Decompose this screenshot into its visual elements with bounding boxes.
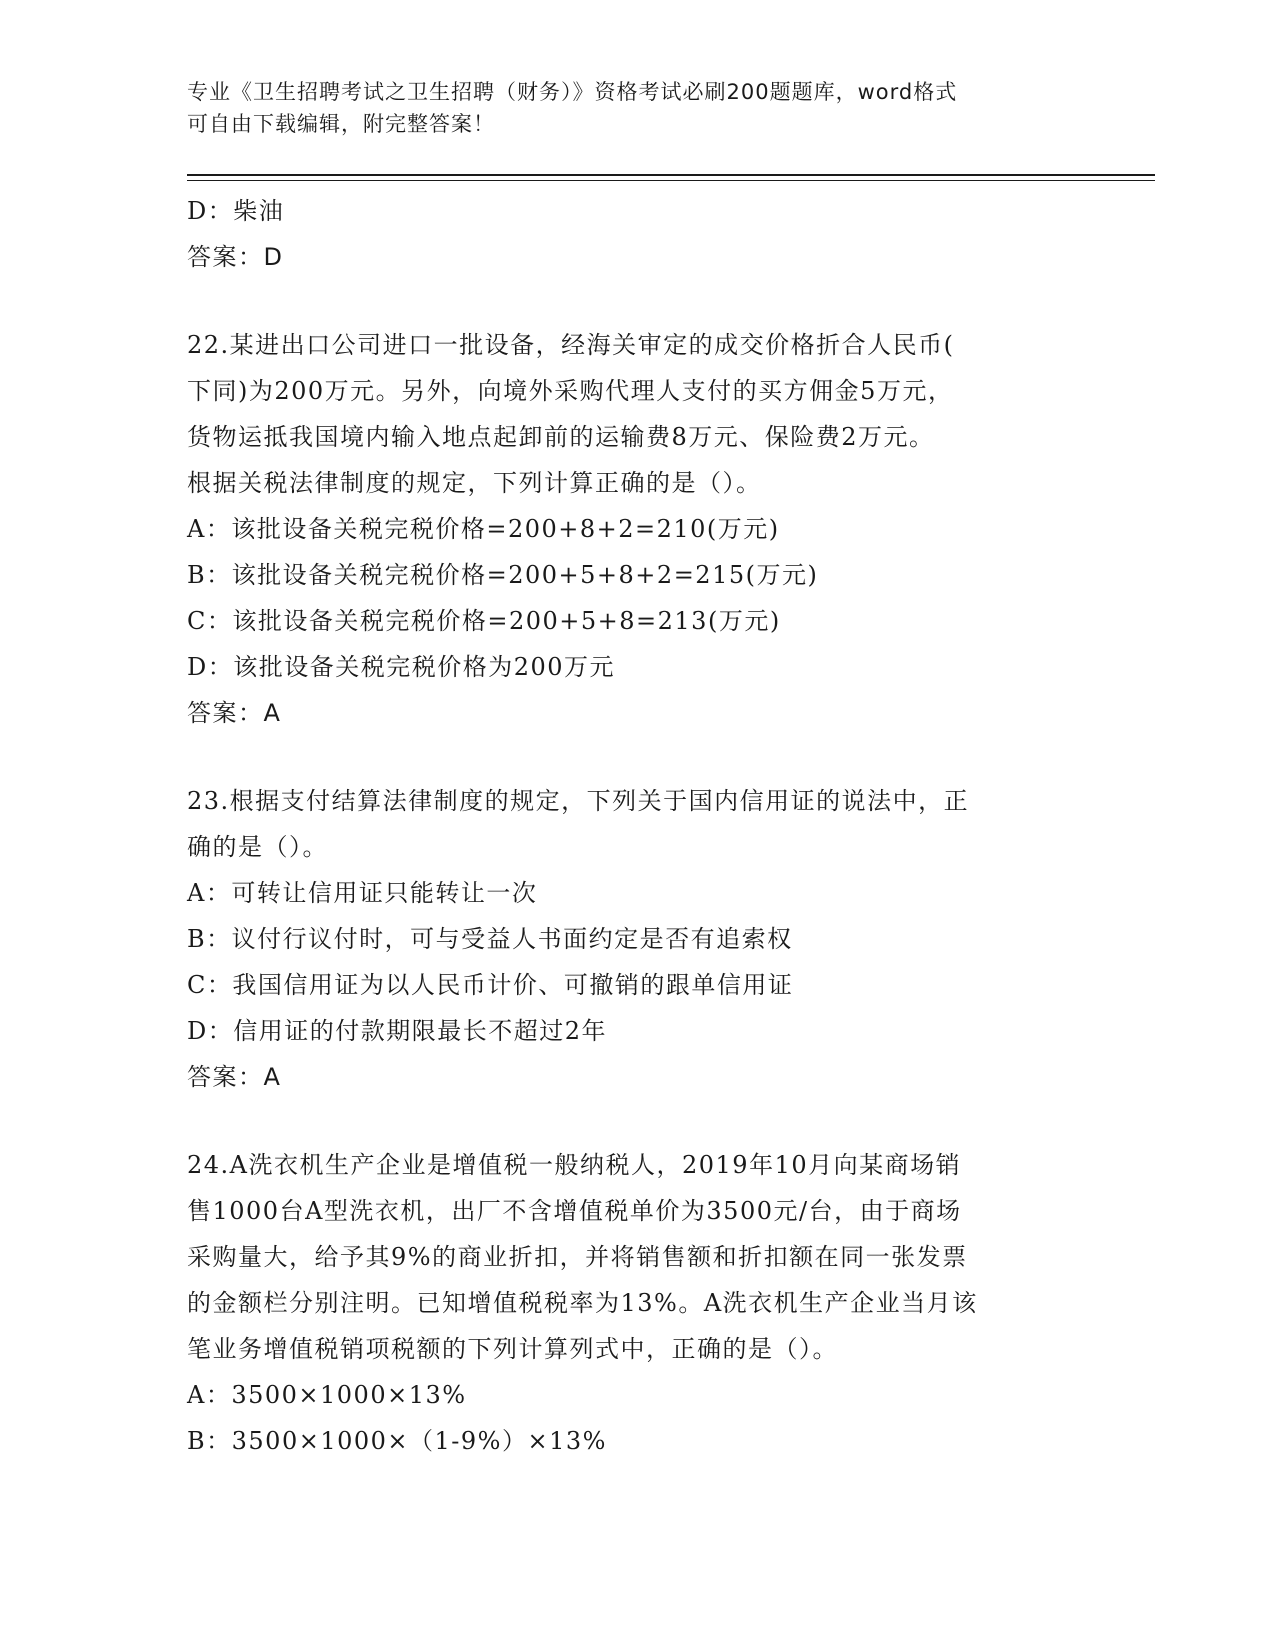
option-c: C：我国信用证为以人民币计价、可撤销的跟单信用证 bbox=[187, 971, 794, 999]
stem-line: 售1000台A型洗衣机，出厂不含增值税单价为3500元/台，由于商场 bbox=[187, 1197, 962, 1225]
option-d: D：柴油 bbox=[187, 197, 285, 225]
answer-line: 答案：A bbox=[187, 1063, 282, 1091]
stem-line: 23.根据支付结算法律制度的规定，下列关于国内信用证的说法中，正 bbox=[187, 787, 970, 815]
header-divider-thin bbox=[187, 180, 1155, 181]
option-a: A：可转让信用证只能转让一次 bbox=[187, 879, 538, 907]
question-24 bbox=[187, 1142, 1087, 1464]
stem-line: 货物运抵我国境内输入地点起卸前的运输费8万元、保险费2万元。 bbox=[187, 423, 935, 451]
option-b: B：3500×1000×（1-9%）×13% bbox=[187, 1427, 607, 1455]
stem-line: 笔业务增值税销项税额的下列计算列式中，正确的是（）。 bbox=[187, 1335, 838, 1363]
stem-line: 22.某进出口公司进口一批设备，经海关审定的成交价格折合人民币( bbox=[187, 331, 955, 359]
spacer bbox=[187, 736, 1087, 778]
option-a: A：3500×1000×13% bbox=[187, 1381, 467, 1409]
document-body bbox=[187, 188, 1087, 1464]
spacer bbox=[187, 280, 1087, 322]
stem-line: 的金额栏分别注明。已知增值税税率为13%。A洗衣机生产企业当月该 bbox=[187, 1289, 978, 1317]
question-stem bbox=[187, 1142, 1087, 1372]
header-divider-thick bbox=[187, 174, 1155, 176]
header-line-1: 专业《卫生招聘考试之卫生招聘（财务）》资格考试必刷200题题库，word格式 bbox=[187, 80, 958, 104]
stem-line: 根据关税法律制度的规定，下列计算正确的是（）。 bbox=[187, 469, 762, 497]
question-stem bbox=[187, 778, 1087, 870]
stem-line: 确的是（）。 bbox=[187, 833, 328, 861]
option-d: D：该批设备关税完税价格为200万元 bbox=[187, 653, 616, 681]
previous-question-tail bbox=[187, 188, 1087, 280]
spacer bbox=[187, 1100, 1087, 1142]
answer-line: 答案：A bbox=[187, 699, 282, 727]
document-header bbox=[187, 76, 1087, 140]
option-a: A：该批设备关税完税价格=200+8+2=210(万元) bbox=[187, 515, 780, 543]
option-b: B：议付行议付时，可与受益人书面约定是否有追索权 bbox=[187, 925, 793, 953]
question-stem bbox=[187, 322, 1087, 506]
option-c: C：该批设备关税完税价格=200+5+8=213(万元) bbox=[187, 607, 781, 635]
option-b: B：该批设备关税完税价格=200+5+8+2=215(万元) bbox=[187, 561, 819, 589]
option-d: D：信用证的付款期限最长不超过2年 bbox=[187, 1017, 608, 1045]
answer-line: 答案：D bbox=[187, 243, 284, 271]
stem-line: 下同)为200万元。另外，向境外采购代理人支付的买方佣金5万元， bbox=[187, 377, 954, 405]
stem-line: 采购量大，给予其9%的商业折扣，并将销售额和折扣额在同一张发票 bbox=[187, 1243, 968, 1271]
header-line-2: 可自由下载编辑，附完整答案！ bbox=[187, 112, 495, 136]
question-22 bbox=[187, 322, 1087, 736]
question-23 bbox=[187, 778, 1087, 1100]
stem-line: 24.A洗衣机生产企业是增值税一般纳税人，2019年10月向某商场销 bbox=[187, 1151, 962, 1179]
